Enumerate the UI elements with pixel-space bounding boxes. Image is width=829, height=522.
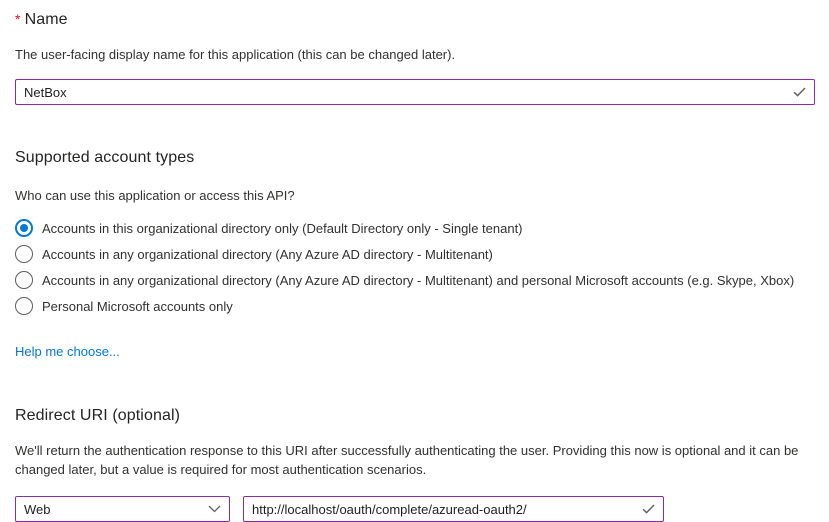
- radio-option-personal-only[interactable]: [15, 293, 815, 319]
- help-me-choose-link[interactable]: Help me choose...: [15, 344, 120, 359]
- redirect-uri-input-wrapper: [243, 496, 664, 522]
- name-title-text: Name: [24, 11, 68, 28]
- account-types-radio-group: [15, 215, 815, 319]
- platform-select-value: Web: [24, 501, 51, 517]
- chevron-down-icon: [208, 505, 221, 513]
- name-description: The user-facing display name for this application (this can be changed later).: [15, 47, 456, 62]
- radio-button-icon: [15, 271, 33, 289]
- radio-option-multitenant-personal[interactable]: [15, 267, 815, 293]
- account-types-title: Supported account types: [15, 149, 195, 166]
- redirect-uri-input[interactable]: [244, 497, 663, 521]
- radio-option-label: Accounts in any organizational directory (Any Azure AD directory - Multitenant) and personal Microsoft accounts (e.g. Skype, Xbox): [42, 272, 795, 288]
- platform-select[interactable]: [15, 496, 230, 522]
- redirect-uri-title: Redirect URI (optional): [15, 407, 181, 424]
- uri-valid-check-icon: [642, 504, 655, 514]
- name-section-title: [15, 11, 815, 29]
- name-valid-check-icon: [793, 87, 806, 97]
- radio-option-label: Accounts in this organizational directory only (Default Directory only - Single tenant): [42, 220, 523, 236]
- radio-button-icon: [15, 245, 33, 263]
- required-indicator: *: [15, 11, 21, 27]
- radio-option-label: Personal Microsoft accounts only: [42, 298, 233, 314]
- radio-option-single-tenant[interactable]: [15, 215, 815, 241]
- redirect-uri-description: We'll return the authentication response to this URI after successfully authenticating the user. Providing this now is optional and it can be changed later, but a value is required for most authentication scenarios.: [15, 443, 799, 477]
- radio-option-label: Accounts in any organizational directory (Any Azure AD directory - Multitenant): [42, 246, 493, 262]
- radio-button-icon: [15, 297, 33, 315]
- name-input-wrapper: [15, 79, 815, 105]
- name-input[interactable]: [16, 80, 814, 104]
- account-types-question: Who can use this application or access this API?: [15, 188, 295, 203]
- radio-button-icon: [15, 219, 33, 237]
- redirect-uri-row: [15, 496, 815, 522]
- radio-option-multitenant[interactable]: [15, 241, 815, 267]
